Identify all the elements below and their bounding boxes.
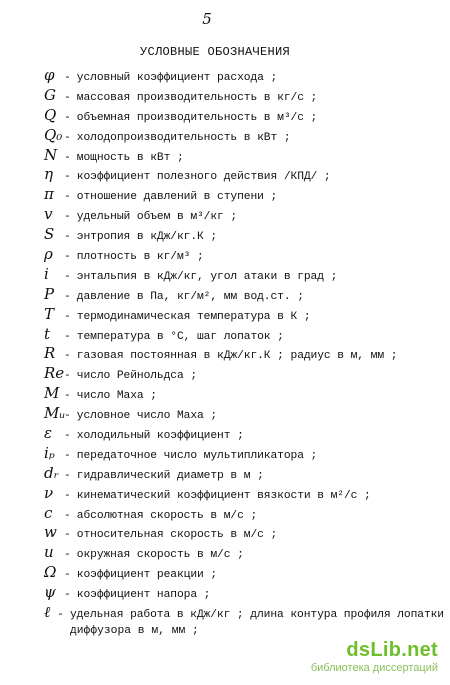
symbol-dash: - (64, 171, 71, 184)
symbol-dash: - (64, 569, 71, 582)
symbol-glyph: ν (44, 483, 54, 502)
symbol-row (44, 285, 444, 305)
symbol-row (44, 185, 444, 205)
symbol-dash: - (64, 91, 71, 104)
symbol-row (44, 384, 444, 404)
symbol-definition: абсолютная скорость в м/с ; (76, 509, 258, 522)
symbol-dash: - (64, 350, 71, 363)
symbol-definition: температура в °С, шаг лопаток ; (76, 330, 284, 343)
symbol-row (44, 126, 444, 146)
symbol-definition: мощность в кВт ; (76, 151, 184, 164)
symbol-row (44, 66, 444, 86)
symbol-dash: - (64, 549, 71, 562)
symbol-definition: гидравлический диаметр в м ; (76, 469, 264, 482)
symbol-row (44, 344, 444, 364)
symbol-definition: удельная работа в кДж/кг ; длина контура профиля лопатки (69, 609, 444, 622)
symbol-dash: - (64, 430, 71, 443)
symbol-glyph: iₚ (44, 443, 55, 462)
symbol-row (44, 165, 444, 185)
symbol-definition: передаточное число мультипликатора ; (76, 449, 318, 462)
symbol-glyph: T (44, 304, 55, 323)
symbol-definition: энтропия в кДж/кг.К ; (76, 231, 218, 244)
symbol-dash: - (64, 529, 71, 542)
symbol-glyph: P (44, 284, 55, 303)
symbol-definition: плотность в кг/м³ ; (76, 251, 204, 264)
symbol-dash: - (64, 191, 71, 204)
symbol-dash: - (64, 270, 71, 283)
symbol-definition: коэффициент полезного действия /КПД/ ; (76, 171, 331, 184)
symbol-glyph: φ (44, 66, 55, 84)
watermark-logo: dsLib.net (346, 639, 438, 661)
section-heading: УСЛОВНЫЕ ОБОЗНАЧЕНИЯ (139, 45, 291, 59)
symbol-glyph: u (44, 543, 54, 562)
symbol-dash: - (64, 489, 71, 502)
symbol-row (44, 146, 444, 166)
symbol-definition: давление в Па, кг/м², мм вод.ст. ; (76, 290, 304, 303)
symbol-definition: холодопроизводительность в кВт ; (76, 131, 291, 144)
symbol-dash: - (64, 231, 71, 244)
symbol-definition: коэффициент реакции ; (76, 569, 218, 582)
watermark-subtitle: библиотека диссертаций (310, 662, 438, 674)
symbol-glyph: N (44, 145, 58, 164)
symbol-dash: - (64, 131, 71, 144)
symbol-row (44, 583, 444, 603)
symbol-dash: - (64, 410, 71, 423)
symbol-glyph: S (44, 225, 55, 244)
symbol-definition: удельный объем в м³/кг ; (76, 211, 238, 224)
symbol-row (44, 563, 444, 583)
symbol-glyph: Q (44, 105, 57, 124)
symbol-row (44, 603, 444, 623)
symbol-dash: - (64, 390, 71, 403)
symbol-dash: - (64, 290, 71, 303)
symbol-dash: - (64, 330, 71, 343)
symbol-glyph: η (44, 165, 53, 184)
symbol-glyph: w (44, 523, 57, 542)
symbol-glyph: R (44, 344, 56, 363)
symbol-definition: газовая постоянная в кДж/кг.К ; радиус в м, мм ; (76, 350, 398, 363)
symbol-glyph: M (44, 384, 60, 403)
symbol-dash: - (64, 211, 71, 224)
symbol-glyph: dᵣ (44, 463, 59, 482)
symbol-row (44, 305, 444, 325)
symbol-definition: холодильный коэффициент ; (76, 430, 244, 443)
symbol-row (44, 404, 444, 424)
symbol-definition: кинематический коэффициент вязкости в м²/с ; (76, 489, 371, 502)
symbol-dash: - (64, 589, 71, 602)
symbol-definition: условное число Маха ; (76, 410, 218, 423)
symbol-glyph: Mᵤ (44, 404, 66, 423)
symbol-definition: относительная скорость в м/с ; (76, 529, 278, 542)
symbol-dash: - (64, 151, 71, 164)
symbol-row (44, 325, 444, 345)
symbol-glyph: i (44, 264, 49, 283)
symbol-definition: массовая производительность в кг/с ; (76, 91, 318, 104)
symbol-definition: энтальпия в кДж/кг, угол атаки в град ; (76, 270, 338, 283)
symbol-glyph: v (44, 205, 53, 224)
symbol-definition: число Рейнольдса ; (76, 370, 198, 383)
watermark (311, 639, 438, 675)
symbol-row (44, 364, 444, 384)
symbol-row (44, 523, 444, 543)
symbol-glyph: Re (44, 364, 65, 383)
symbol-definition: окружная скорость в м/с ; (76, 549, 244, 562)
symbol-definition: отношение давлений в ступени ; (76, 191, 278, 204)
symbol-row (44, 464, 444, 484)
page-number: 5 (202, 10, 212, 28)
symbol-glyph: G (44, 85, 56, 104)
symbol-glyph: t (44, 324, 51, 343)
definition-continuation: диффузора в м, мм ; (70, 625, 199, 637)
symbol-list (44, 66, 444, 623)
symbol-glyph: ℓ (44, 603, 51, 622)
symbol-row (44, 504, 444, 524)
symbol-row (44, 265, 444, 285)
symbol-row (44, 424, 444, 444)
symbol-glyph: π (44, 185, 54, 204)
symbol-row (44, 86, 444, 106)
symbol-glyph: ψ (44, 583, 56, 602)
symbol-glyph: ε (44, 424, 53, 443)
symbol-definition: объемная производительность в м³/с ; (76, 111, 318, 124)
symbol-row (44, 106, 444, 126)
symbol-dash: - (64, 370, 71, 383)
symbol-glyph: c (44, 503, 53, 522)
symbol-row (44, 444, 444, 464)
symbol-dash: - (64, 310, 71, 323)
symbol-dash: - (64, 72, 71, 84)
symbol-dash: - (57, 609, 64, 622)
symbol-row (44, 484, 444, 504)
symbol-row (44, 543, 444, 563)
symbol-row (44, 245, 444, 265)
symbol-glyph: ρ (44, 245, 53, 264)
symbol-glyph: Q₀ (44, 125, 63, 144)
symbol-glyph: Ω (44, 563, 57, 582)
symbol-row (44, 225, 444, 245)
symbol-dash: - (64, 251, 71, 264)
symbol-definition: условный коэффициент расхода ; (76, 72, 278, 84)
symbol-dash: - (64, 509, 71, 522)
symbol-dash: - (64, 449, 71, 462)
symbol-row (44, 205, 444, 225)
symbol-definition: коэффициент напора ; (76, 589, 211, 602)
symbol-definition: число Маха ; (76, 390, 157, 403)
symbol-dash: - (64, 111, 71, 124)
symbol-definition: термодинамическая температура в К ; (76, 310, 311, 323)
symbol-dash: - (64, 469, 71, 482)
